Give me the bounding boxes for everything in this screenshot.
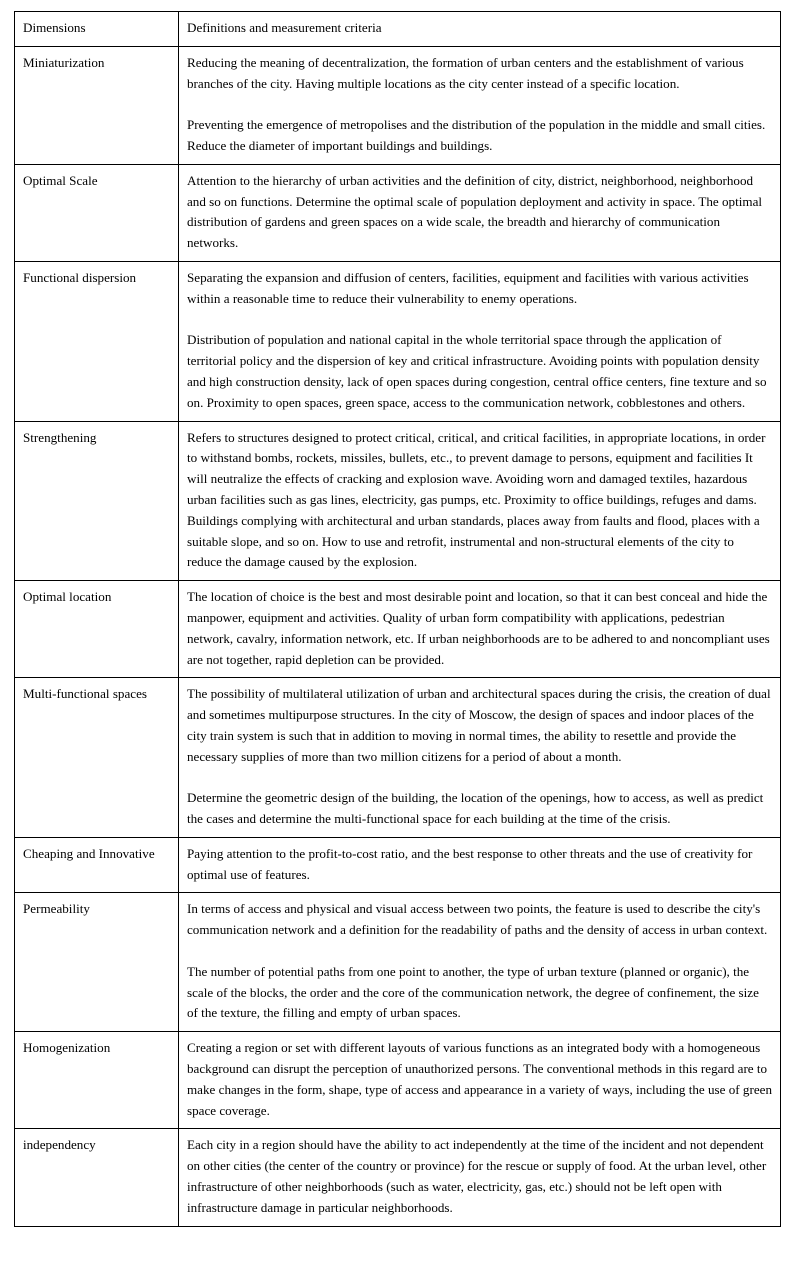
column-header-definitions: Definitions and measurement criteria — [179, 12, 781, 47]
dimension-cell: Cheaping and Innovative — [15, 837, 179, 893]
definition-cell — [179, 893, 781, 1032]
definition-paragraph: Distribution of population and national capital in the whole territorial space through the application of territorial policy and the dispersion of key and critical infrastructure. Avoiding points with population density and high construction density, lack of open spaces during congestion, central office centers, fine texture and so on. Proximity to open spaces, green space, access to the communication network, cobblestones and others. — [187, 332, 767, 410]
dimension-cell: Multi-functional spaces — [15, 678, 179, 838]
definition-cell — [179, 46, 781, 164]
dimension-cell: Miniaturization — [15, 46, 179, 164]
definition-paragraph: Refers to structures designed to protect critical, critical, and critical facilities, in appropriate locations, in order to withstand bombs, rockets, missiles, bullets, etc., to prevent damage to persons, equipment and facilities It will neutralize the effects of cracking and explosion wave. Avoiding worn and damaged textiles, hazardous urban facilities such as gas lines, electricity, gas pumps, etc. Proximity to office buildings, refuges and dams. Buildings complying with architectural and urban standards, places away from faults and flood, places with a suitable slope, and so on. How to use and retrofit, instrumental and non-structural elements of the city to reduce the damage caused by the explosion. — [187, 429, 766, 570]
table-row — [15, 261, 781, 421]
definition-cell — [179, 837, 781, 893]
dimension-cell: Functional dispersion — [15, 261, 179, 421]
definition-paragraph: Determine the geometric design of the building, the location of the openings, how to access, as well as predict the cases and determine the multi-functional space for each building at the time of the crisis. — [187, 790, 764, 827]
definition-paragraph: Creating a region or set with different layouts of various functions as an integrated body with a homogeneous background can disrupt the perception of unauthorized persons. The conventional methods in this regard are to make changes in the form, shape, type of access and appearance in a variety of ways, including the use of green space coverage. — [187, 1040, 772, 1118]
dimension-cell: Optimal Scale — [15, 164, 179, 261]
table-row — [15, 581, 781, 678]
column-header-dimensions: Dimensions — [15, 12, 179, 47]
table-row — [15, 421, 781, 581]
table-row — [15, 678, 781, 838]
dimension-cell: independency — [15, 1129, 179, 1226]
definition-paragraph: Separating the expansion and diffusion of centers, facilities, equipment and facilities with various activities within a reasonable time to reduce their vulnerability to enemy operations. — [187, 269, 749, 306]
table-row — [15, 893, 781, 1032]
table-header-row — [15, 12, 781, 47]
dimension-cell: Homogenization — [15, 1032, 179, 1129]
definition-cell — [179, 581, 781, 678]
definition-cell — [179, 1032, 781, 1129]
definition-paragraph: The possibility of multilateral utilization of urban and architectural spaces during the crisis, the creation of dual and sometimes multipurpose structures. In the city of Moscow, the design of spaces and indoor places of the city train system is such that in addition to moving in normal times, the ability to resettle and provide the necessary supplies of more than two million citizens for a period of about a month. — [187, 686, 771, 764]
dimension-cell: Permeability — [15, 893, 179, 1032]
definition-paragraph: The number of potential paths from one point to another, the type of urban texture (planned or organic), the scale of the blocks, the order and the core of the communication network, the degree of confinement, the size of the texture, the filling and empty of urban spaces. — [187, 963, 759, 1021]
definition-cell — [179, 678, 781, 838]
dimension-cell: Optimal location — [15, 581, 179, 678]
definition-cell — [179, 1129, 781, 1226]
definition-paragraph: In terms of access and physical and visual access between two points, the feature is used to describe the city's communication network and a definition for the readability of paths and the density of access in urban context. — [187, 901, 768, 938]
definition-cell — [179, 421, 781, 581]
definition-paragraph: Attention to the hierarchy of urban activities and the definition of city, district, neighborhood, neighborhood and so on functions. Determine the optimal scale of population deployment and activity in space. The optimal distribution of gardens and green spaces on a wide scale, the breadth and hierarchy of communication networks. — [187, 172, 763, 251]
table-row — [15, 46, 781, 164]
criteria-table — [14, 11, 781, 1227]
definition-paragraph: Each city in a region should have the ability to act independently at the time of the incident and not dependent on other cities (the center of the country or province) for the rescue or supply of food. At the urban level, other infrastructure of other neighborhoods (such as water, electricity, gas, etc.) should not be left open with infrastructure damage in particular neighborhoods. — [187, 1137, 767, 1215]
definition-cell — [179, 164, 781, 261]
table-row — [15, 1129, 781, 1226]
table-row — [15, 164, 781, 261]
definition-paragraph: Reducing the meaning of decentralization, the formation of urban centers and the establishment of various branches of the city. Having multiple locations as the city center instead of a specific location. — [187, 54, 744, 91]
table-body — [15, 12, 781, 1227]
table-row — [15, 837, 781, 893]
definition-paragraph: Preventing the emergence of metropolises and the distribution of the population in the middle and small cities. Reduce the diameter of important buildings and buildings. — [187, 117, 766, 153]
definition-paragraph: Paying attention to the profit-to-cost ratio, and the best response to other threats and the use of creativity for optimal use of features. — [187, 845, 753, 882]
dimension-cell: Strengthening — [15, 421, 179, 581]
definition-cell — [179, 261, 781, 421]
definition-paragraph: The location of choice is the best and most desirable point and location, so that it can best conceal and hide the manpower, equipment and activities. Quality of urban form compatibility with applications, pedestrian network, cavalry, information network, etc. If urban neighborhoods are to be adhered to and noncompliant uses are not together, rapid depletion can be provided. — [187, 589, 770, 667]
table-row — [15, 1032, 781, 1129]
